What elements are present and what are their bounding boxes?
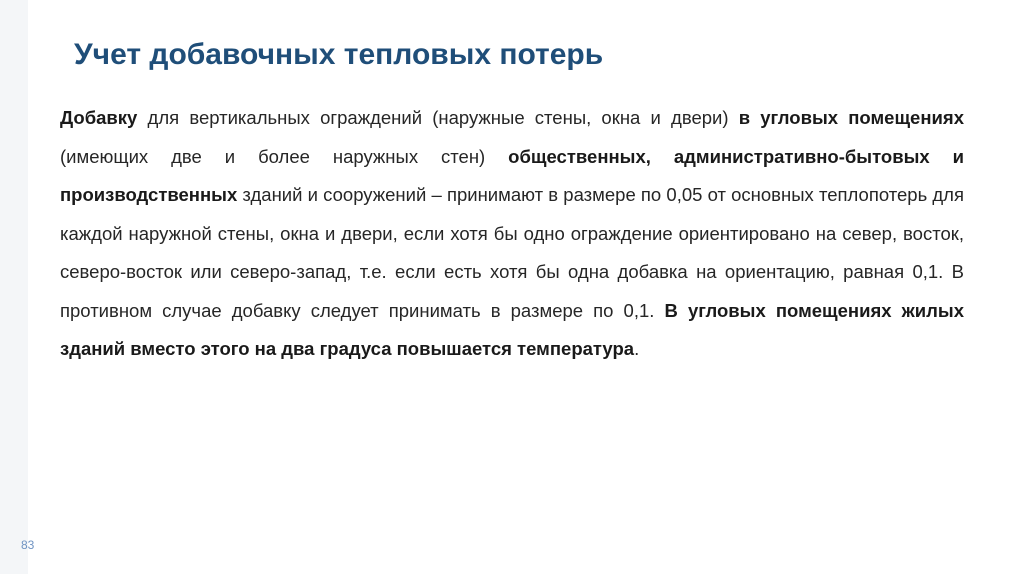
page-number: 83 <box>21 538 35 552</box>
left-margin-band <box>0 0 28 574</box>
slide-title: Учет добавочных тепловых потерь <box>74 38 604 71</box>
text-segment: . <box>634 338 640 359</box>
body-paragraph <box>60 99 964 369</box>
text-segment: зданий и сооружений – принимают в размере по 0,05 от основных теплопотерь для каждой наружной стены, окна и двери, если хотя бы одно ограждение ориентировано на север, восток, северо-восток или северо-запад, т.е. если есть хотя бы одна добавка на ориентацию, равная 0,1. В противном случае добавку следует принимать в размере по 0,1. <box>60 184 964 321</box>
text-segment: общественных, административно-бытовых и производственных <box>60 145 964 205</box>
text-segment: В угловых помещениях жилых зданий вместо этого на два градуса повышается температура <box>60 299 964 359</box>
text-segment: (имеющих две и более наружных стен) <box>60 145 509 167</box>
text-segment: Добавку <box>60 107 138 128</box>
text-segment: для вертикальных ограждений (наружные стены, окна и двери) <box>137 107 739 128</box>
text-segment: в угловых помещениях <box>738 107 964 128</box>
